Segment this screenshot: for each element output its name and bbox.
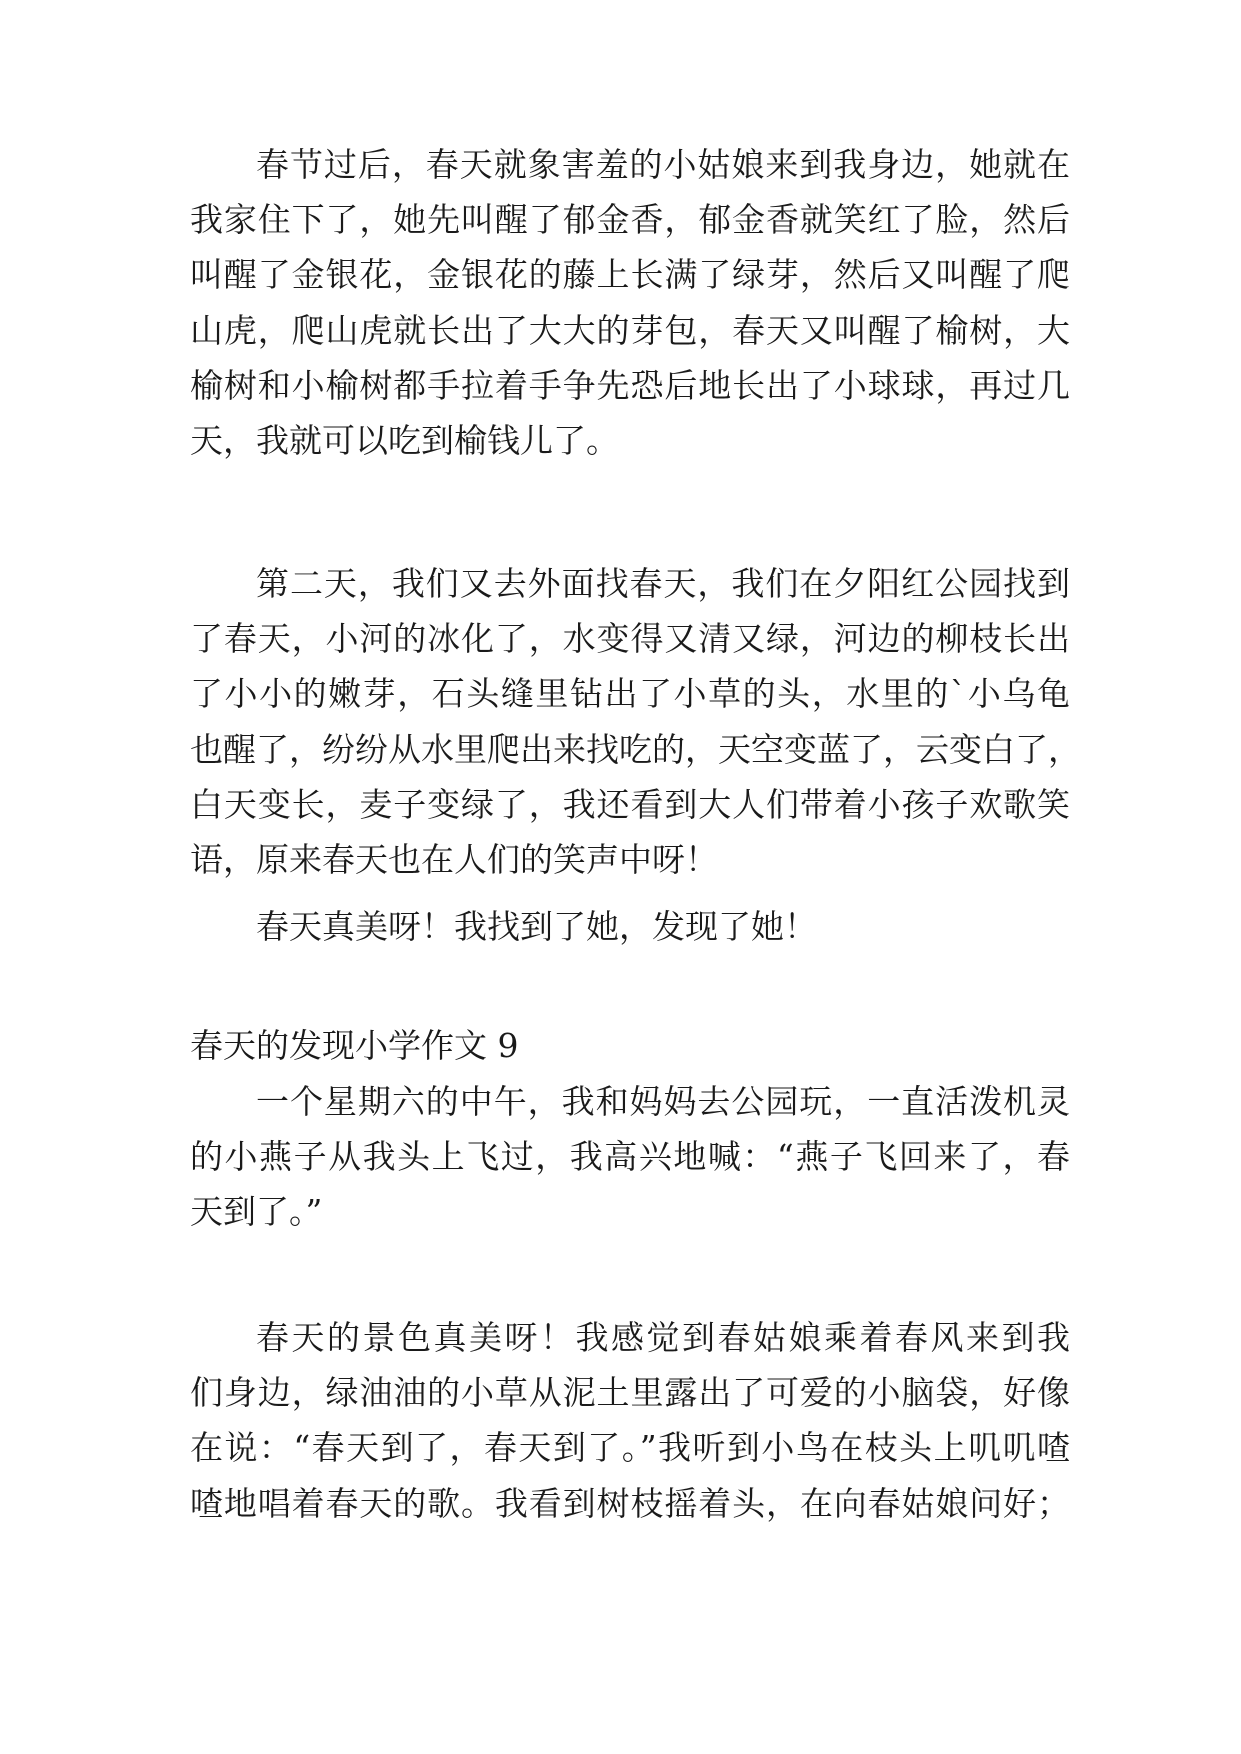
text-line: 了小小的嫩芽，石头缝里钻出了小草的头，水里的`小乌龟 <box>190 674 1070 713</box>
text-line: 山虎，爬山虎就长出了大大的芽包，春天又叫醒了榆树，大 <box>190 311 1070 350</box>
text-line: 白天变长，麦子变绿了，我还看到大人们带着小孩子欢歌笑 <box>190 785 1070 824</box>
text-line: 榆树和小榆树都手拉着手争先恐后地长出了小球球，再过几 <box>190 366 1070 405</box>
text-line: 语，原来春天也在人们的笑声中呀！ <box>190 840 718 879</box>
section-title: 春天的发现小学作文 9 <box>190 1026 519 1065</box>
text-line: 的小燕子从我头上飞过，我高兴地喊：“燕子飞回来了，春 <box>190 1137 1070 1176</box>
text-line: 春节过后，春天就象害羞的小姑娘来到我身边，她就在 <box>256 145 1070 184</box>
text-line: 喳地唱着春天的歌。我看到树枝摇着头，在向春姑娘问好； <box>190 1484 1070 1523</box>
text-line: 了春天，小河的冰化了，水变得又清又绿，河边的柳枝长出 <box>190 619 1070 658</box>
text-line: 一个星期六的中午，我和妈妈去公园玩，一直活泼机灵 <box>256 1082 1070 1121</box>
text-line: 天，我就可以吃到榆钱儿了。 <box>190 421 619 460</box>
text-line: 第二天，我们又去外面找春天，我们在夕阳红公园找到 <box>256 564 1070 603</box>
text-line: 在说：“春天到了，春天到了。”我听到小鸟在枝头上叽叽喳 <box>190 1428 1070 1467</box>
text-line: 天到了。” <box>190 1192 323 1231</box>
text-line: 们身边，绿油油的小草从泥土里露出了可爱的小脑袋，好像 <box>190 1373 1070 1412</box>
text-line: 春天的景色真美呀！我感觉到春姑娘乘着春风来到我 <box>256 1318 1070 1357</box>
text-line: 叫醒了金银花，金银花的藤上长满了绿芽，然后又叫醒了爬 <box>190 255 1070 294</box>
text-line: 我家住下了，她先叫醒了郁金香，郁金香就笑红了脸，然后 <box>190 200 1070 239</box>
text-line: 春天真美呀！我找到了她，发现了她！ <box>256 907 817 946</box>
text-line: 也醒了，纷纷从水里爬出来找吃的，天空变蓝了，云变白了， <box>190 730 1081 769</box>
